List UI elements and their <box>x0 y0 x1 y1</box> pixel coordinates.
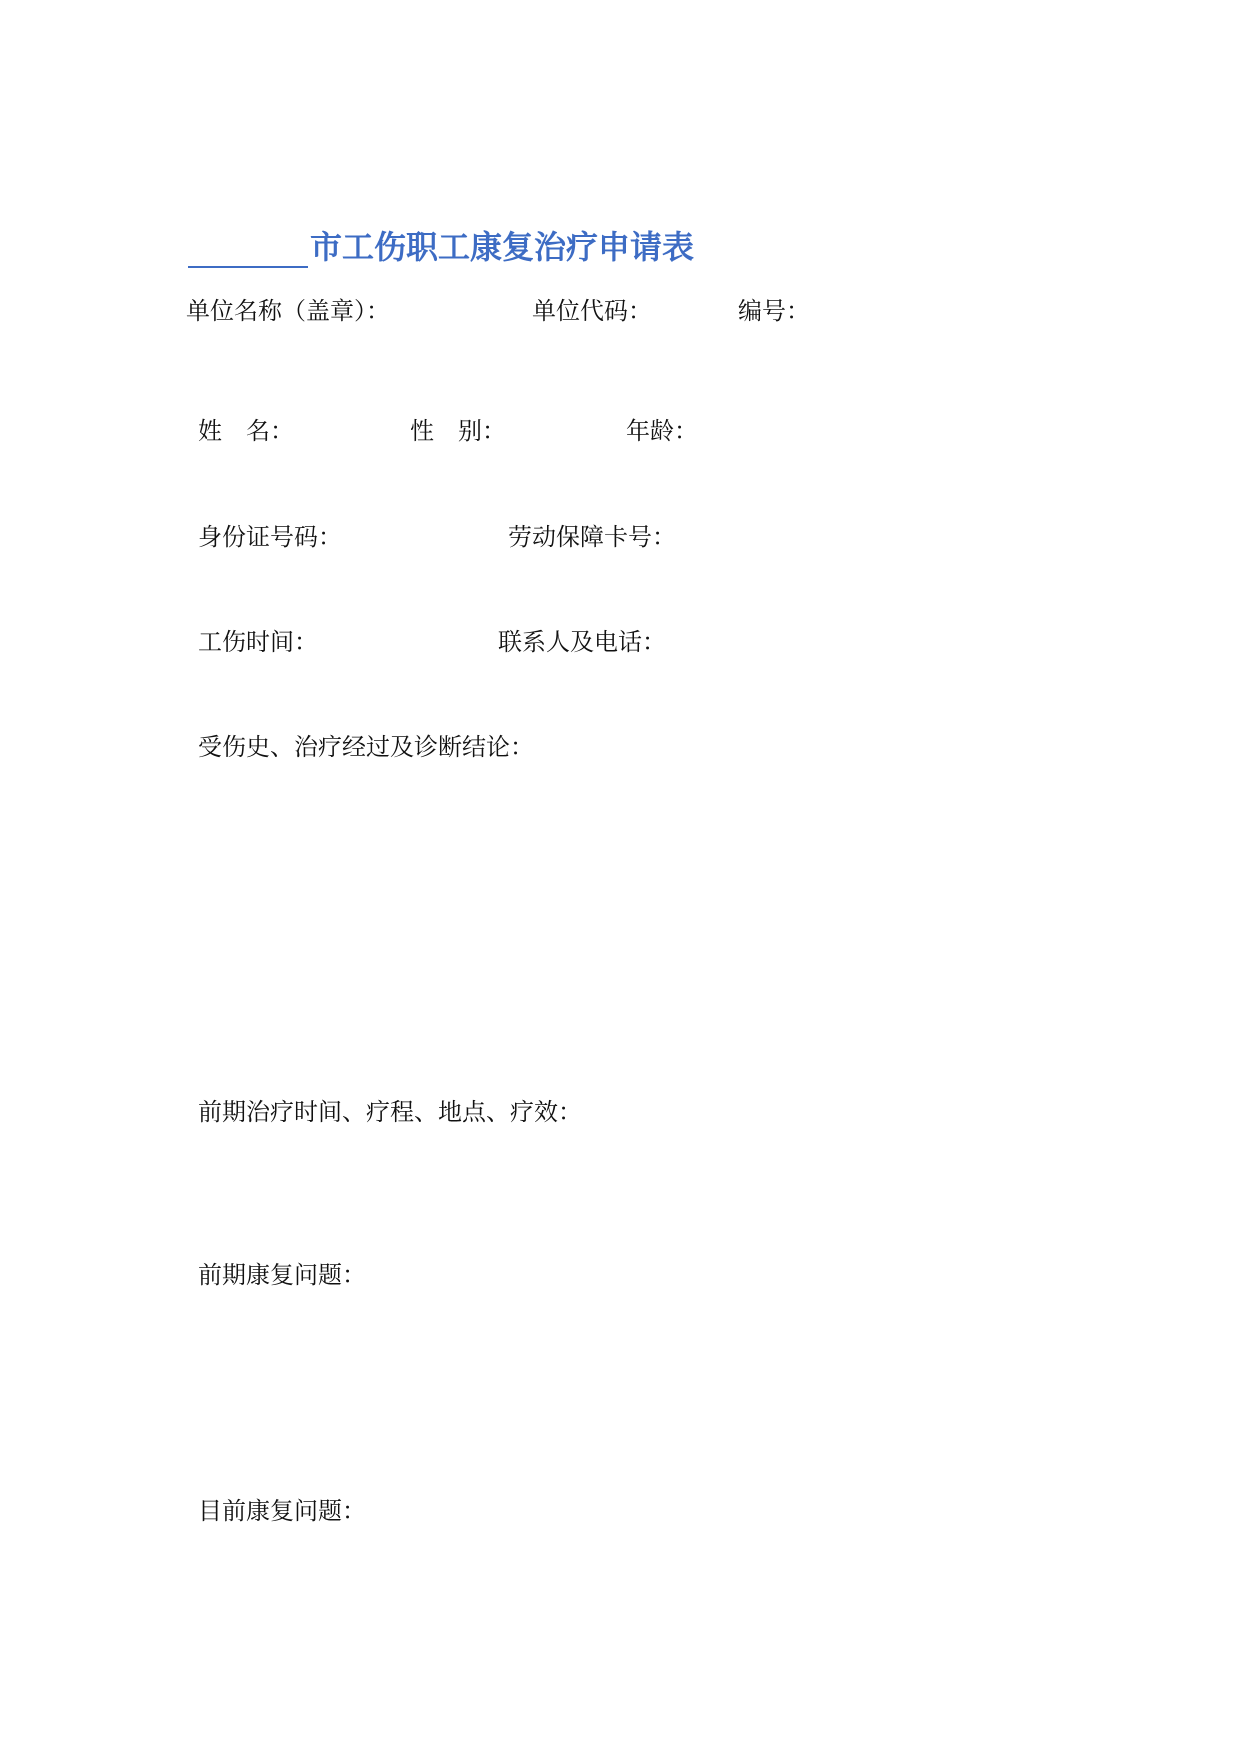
age-label: 年龄： <box>626 417 698 445</box>
prior-rehab-label: 前期康复问题： <box>198 1261 366 1289</box>
unit-code-label: 单位代码： <box>532 297 652 325</box>
gender-label: 性 别： <box>410 417 506 445</box>
labor-card-label: 劳动保障卡号： <box>508 523 676 551</box>
injury-time-label: 工伤时间： <box>198 628 318 656</box>
id-number-label: 身份证号码： <box>198 523 342 551</box>
name-label: 姓 名： <box>198 417 294 445</box>
contact-label: 联系人及电话： <box>498 628 666 656</box>
city-name-blank[interactable] <box>188 230 308 268</box>
prior-treatment-label: 前期治疗时间、疗程、地点、疗效： <box>198 1098 582 1126</box>
current-rehab-label: 目前康复问题： <box>198 1497 366 1525</box>
serial-number-label: 编号： <box>738 297 810 325</box>
injury-history-label: 受伤史、治疗经过及诊断结论： <box>198 733 534 761</box>
form-title-text: 市工伤职工康复治疗申请表 <box>310 228 695 266</box>
form-title <box>188 222 694 268</box>
unit-name-label: 单位名称（盖章）： <box>186 297 390 325</box>
